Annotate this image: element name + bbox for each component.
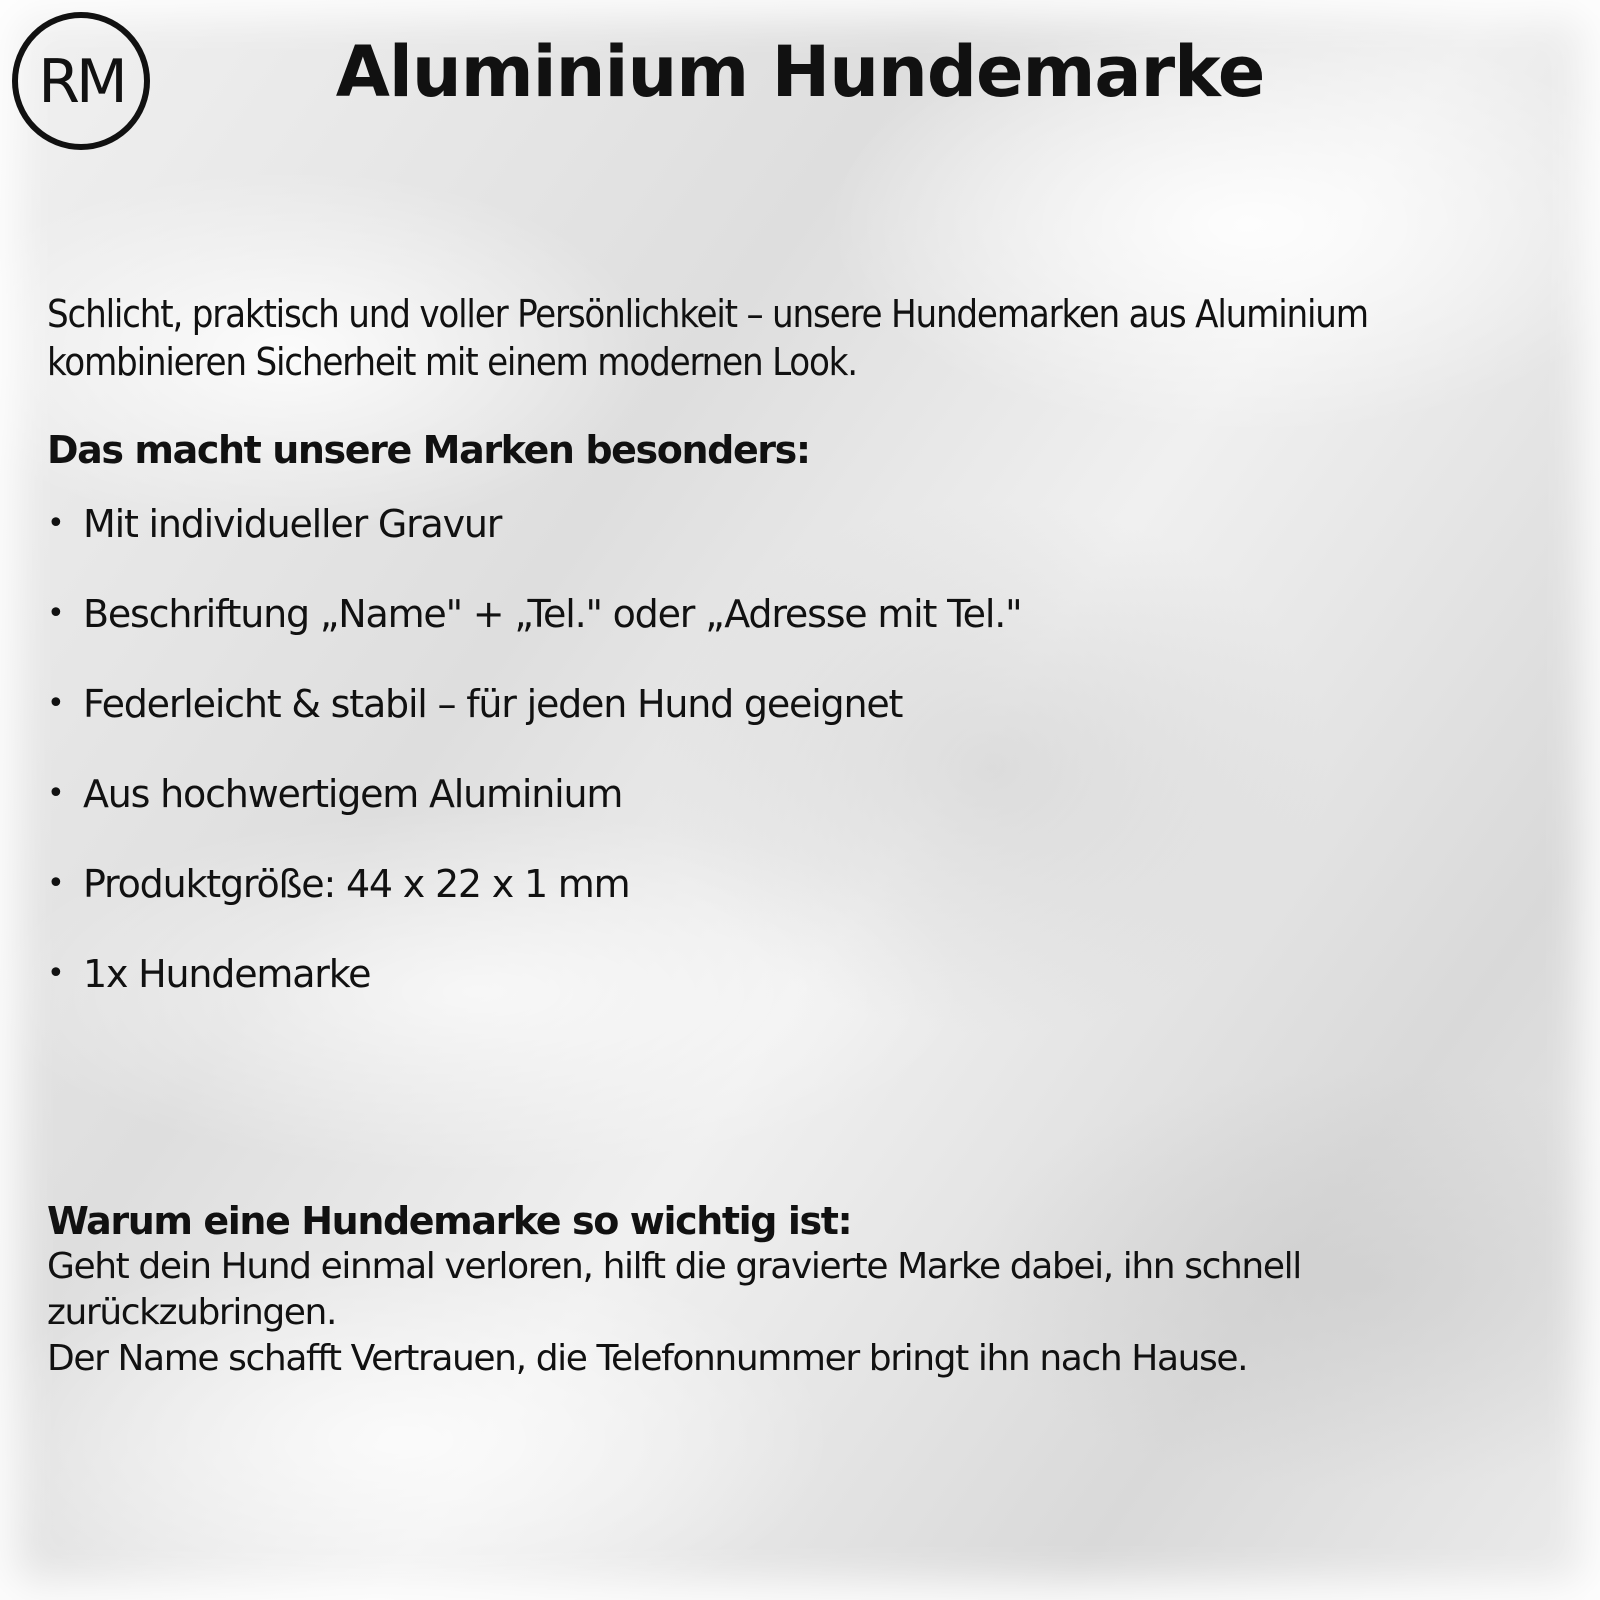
bullet-icon: • — [47, 956, 64, 991]
why-heading: Warum eine Hundemarke so wichtig ist: — [47, 1199, 852, 1243]
feature-text: Produktgröße: 44 x 22 x 1 mm — [83, 862, 630, 906]
logo-text: RM — [38, 47, 124, 117]
feature-text: Beschriftung „Name" + „Tel." oder „Adresse mit Tel." — [83, 592, 1022, 636]
page-title: Aluminium Hundemarke — [335, 31, 1265, 113]
features-heading: Das macht unsere Marken besonders: — [47, 428, 810, 472]
features-list — [47, 500, 1567, 1040]
feature-text: Mit individueller Gravur — [83, 502, 502, 546]
feature-text: Aus hochwertigem Aluminium — [83, 772, 623, 816]
bullet-icon: • — [47, 776, 64, 811]
list-item — [47, 590, 1567, 680]
intro-line: Schlicht, praktisch und voller Persönlichkeit – unsere Hundemarken aus Aluminium — [47, 292, 1368, 336]
bullet-icon: • — [47, 506, 64, 541]
product-description — [47, 290, 1567, 1040]
feature-text: 1x Hundemarke — [83, 952, 371, 996]
why-line: Der Name schafft Vertrauen, die Telefonnummer bringt ihn nach Hause. — [47, 1338, 1248, 1379]
bullet-icon: • — [47, 686, 64, 721]
bullet-icon: • — [47, 596, 64, 631]
why-line: Geht dein Hund einmal verloren, hilft die gravierte Marke dabei, ihn schnell zurückzubringen. — [47, 1246, 1301, 1333]
why-paragraph — [47, 1244, 1577, 1382]
list-item — [47, 950, 1567, 1040]
intro-paragraph — [47, 290, 1567, 386]
why-section — [47, 1198, 1577, 1382]
feature-text: Federleicht & stabil – für jeden Hund geeignet — [83, 682, 903, 726]
list-item — [47, 770, 1567, 860]
list-item — [47, 860, 1567, 950]
list-item — [47, 500, 1567, 590]
bullet-icon: • — [47, 866, 64, 901]
intro-line: kombinieren Sicherheit mit einem modernen Look. — [47, 340, 857, 384]
list-item — [47, 680, 1567, 770]
